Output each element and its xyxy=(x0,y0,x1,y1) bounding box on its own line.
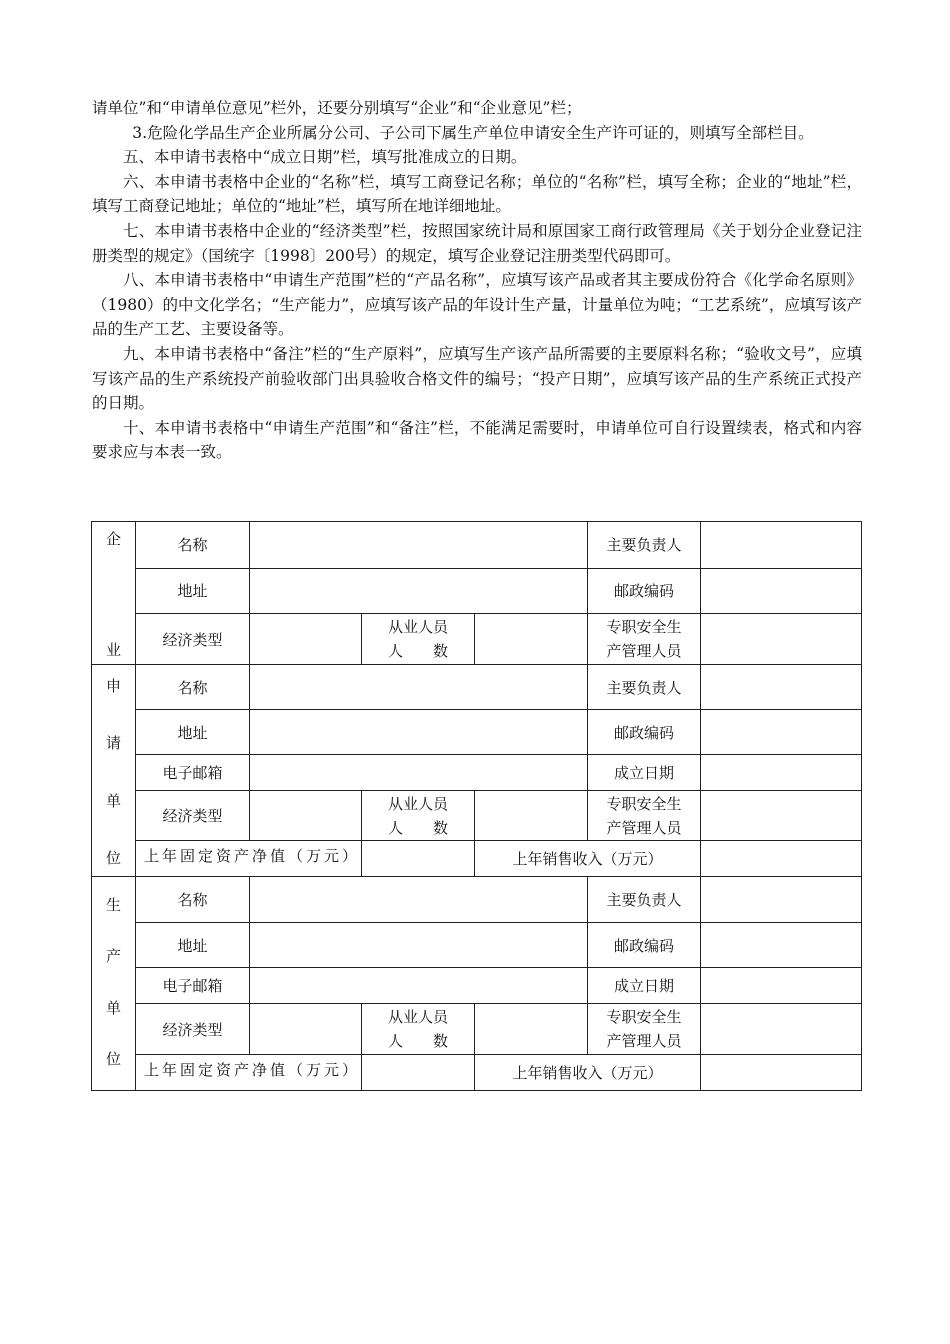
enterprise-safety-staff-label xyxy=(588,614,701,665)
instruction-line: 五、本申请书表格中“成立日期”栏，填写批准成立的日期。 xyxy=(123,148,527,167)
safety-label-line: 专职安全生 xyxy=(606,794,682,813)
enterprise-address-field[interactable] xyxy=(250,568,588,614)
production-email-label: 电子邮箱 xyxy=(136,968,250,1004)
section-char: 生 xyxy=(105,895,121,914)
production-econ-type-label: 经济类型 xyxy=(136,1004,250,1055)
applicant-email-field[interactable] xyxy=(250,755,588,791)
staff-label-line: 从业人员 xyxy=(387,618,448,637)
section-char: 单 xyxy=(105,998,121,1017)
applicant-postcode-label: 邮政编码 xyxy=(588,710,701,755)
section-char: 产 xyxy=(105,947,121,966)
enterprise-name-field[interactable] xyxy=(250,522,588,569)
instruction-line: 九、本申请书表格中“备注”栏的“生产原料”，应填写生产该产品所需要的主要原料名称；“验收文号”，应填写该产品的生产系统投产前验收部门出具验收合格文件的编号；“投产日期”，应填写该产品的生产系统正式投产的日期。 xyxy=(92,344,862,413)
safety-label-line: 产管理人员 xyxy=(606,818,682,837)
production-head-field[interactable] xyxy=(701,877,862,923)
section-char: 位 xyxy=(105,849,121,868)
applicant-safety-staff-field[interactable] xyxy=(701,791,862,841)
production-safety-staff-field[interactable] xyxy=(701,1004,862,1055)
instruction-line: 请单位”和“申请单位意见”栏外，还要分别填写“企业”和“企业意见”栏； xyxy=(92,99,582,117)
enterprise-econ-type-field[interactable] xyxy=(250,614,362,665)
section-char: 位 xyxy=(105,1050,121,1069)
enterprise-section-label xyxy=(92,522,136,665)
instruction-line: 3.危险化学品生产企业所属分公司、子公司下属生产单位申请安全生产许可证的，则填写全部栏目。 xyxy=(132,123,814,142)
production-sales-field[interactable] xyxy=(701,1055,862,1091)
applicant-address-field[interactable] xyxy=(250,710,588,755)
applicant-name-label: 名称 xyxy=(136,665,250,710)
enterprise-safety-staff-field[interactable] xyxy=(701,614,862,665)
instructions xyxy=(92,96,862,465)
assets-label-text: 上年固定资产净值（万元） xyxy=(144,847,361,865)
section-char: 单 xyxy=(105,791,121,810)
applicant-founded-label: 成立日期 xyxy=(588,755,701,791)
application-form-table xyxy=(91,521,862,1091)
applicant-name-field[interactable] xyxy=(250,665,588,710)
enterprise-econ-type-label: 经济类型 xyxy=(136,614,250,665)
applicant-econ-type-label: 经济类型 xyxy=(136,791,250,841)
applicant-econ-type-field[interactable] xyxy=(250,791,362,841)
production-staff-field[interactable] xyxy=(475,1004,588,1055)
section-char: 申 xyxy=(105,676,121,695)
assets-label-text: 上年固定资产净值（万元） xyxy=(144,1061,361,1079)
applicant-email-label: 电子邮箱 xyxy=(136,755,250,791)
applicant-section-label xyxy=(92,665,136,877)
production-name-field[interactable] xyxy=(250,877,588,923)
production-address-label: 地址 xyxy=(136,923,250,968)
production-assets-label xyxy=(136,1055,362,1091)
applicant-sales-label: 上年销售收入（万元） xyxy=(475,841,701,877)
enterprise-staff-field[interactable] xyxy=(475,614,588,665)
production-postcode-field[interactable] xyxy=(701,923,862,968)
enterprise-postcode-label: 邮政编码 xyxy=(588,568,701,614)
production-staff-label xyxy=(362,1004,475,1055)
safety-label-line: 专职安全生 xyxy=(606,1008,682,1026)
applicant-address-label: 地址 xyxy=(136,710,250,755)
applicant-head-field[interactable] xyxy=(701,665,862,710)
applicant-founded-field[interactable] xyxy=(701,755,862,791)
applicant-staff-field[interactable] xyxy=(475,791,588,841)
staff-label-line: 人 数 xyxy=(387,1032,448,1050)
safety-label-line: 产管理人员 xyxy=(606,1032,682,1050)
production-name-label: 名称 xyxy=(136,877,250,923)
staff-label-line: 人 数 xyxy=(387,818,448,837)
staff-label-line: 人 数 xyxy=(387,642,448,661)
section-char: 业 xyxy=(105,641,121,659)
production-sales-label: 上年销售收入（万元） xyxy=(475,1055,701,1091)
enterprise-head-field[interactable] xyxy=(701,522,862,569)
applicant-safety-staff-label xyxy=(588,791,701,841)
production-econ-type-field[interactable] xyxy=(250,1004,362,1055)
instruction-line: 八、本申请书表格中“申请生产范围”栏的“产品名称”，应填写该产品或者其主要成份符合《化学命名原则》（1980）的中文化学名；“生产能力”，应填写该产品的年设计生产量，计量单位为吨；“工艺系统”，应填写该产品的生产工艺、主要设备等。 xyxy=(92,271,862,339)
production-founded-label: 成立日期 xyxy=(588,968,701,1004)
production-founded-field[interactable] xyxy=(701,968,862,1004)
production-email-field[interactable] xyxy=(250,968,588,1004)
applicant-postcode-field[interactable] xyxy=(701,710,862,755)
section-char: 企 xyxy=(105,530,121,548)
enterprise-postcode-field[interactable] xyxy=(701,568,862,614)
instruction-line: 十、本申请书表格中“申请生产范围”和“备注”栏，不能满足需要时，申请单位可自行设置续表，格式和内容要求应与本表一致。 xyxy=(92,418,862,462)
production-assets-field[interactable] xyxy=(362,1055,475,1091)
production-safety-staff-label xyxy=(588,1004,701,1055)
safety-label-line: 产管理人员 xyxy=(606,642,682,661)
instruction-line: 七、本申请书表格中企业的“经济类型”栏，按照国家统计局和原国家工商行政管理局《关于划分企业登记注册类型的规定》（国统字〔1998〕200号）的规定，填写企业登记注册类型代码即可。 xyxy=(92,221,862,265)
enterprise-staff-label xyxy=(362,614,475,665)
enterprise-head-label: 主要负责人 xyxy=(588,522,701,569)
production-head-label: 主要负责人 xyxy=(588,877,701,923)
staff-label-line: 从业人员 xyxy=(387,794,448,813)
enterprise-name-label: 名称 xyxy=(136,522,250,569)
instruction-line: 六、本申请书表格中企业的“名称”栏，填写工商登记名称；单位的“名称”栏，填写全称；企业的“地址”栏，填写工商登记地址；单位的“地址”栏，填写所在地详细地址。 xyxy=(92,172,862,216)
applicant-staff-label xyxy=(362,791,475,841)
applicant-assets-field[interactable] xyxy=(362,841,475,877)
production-section-label xyxy=(92,877,136,1091)
enterprise-address-label: 地址 xyxy=(136,568,250,614)
section-char: 请 xyxy=(105,734,121,753)
applicant-sales-field[interactable] xyxy=(701,841,862,877)
applicant-assets-label xyxy=(136,841,362,877)
applicant-head-label: 主要负责人 xyxy=(588,665,701,710)
production-postcode-label: 邮政编码 xyxy=(588,923,701,968)
production-address-field[interactable] xyxy=(250,923,588,968)
staff-label-line: 从业人员 xyxy=(387,1008,448,1026)
safety-label-line: 专职安全生 xyxy=(606,618,682,637)
